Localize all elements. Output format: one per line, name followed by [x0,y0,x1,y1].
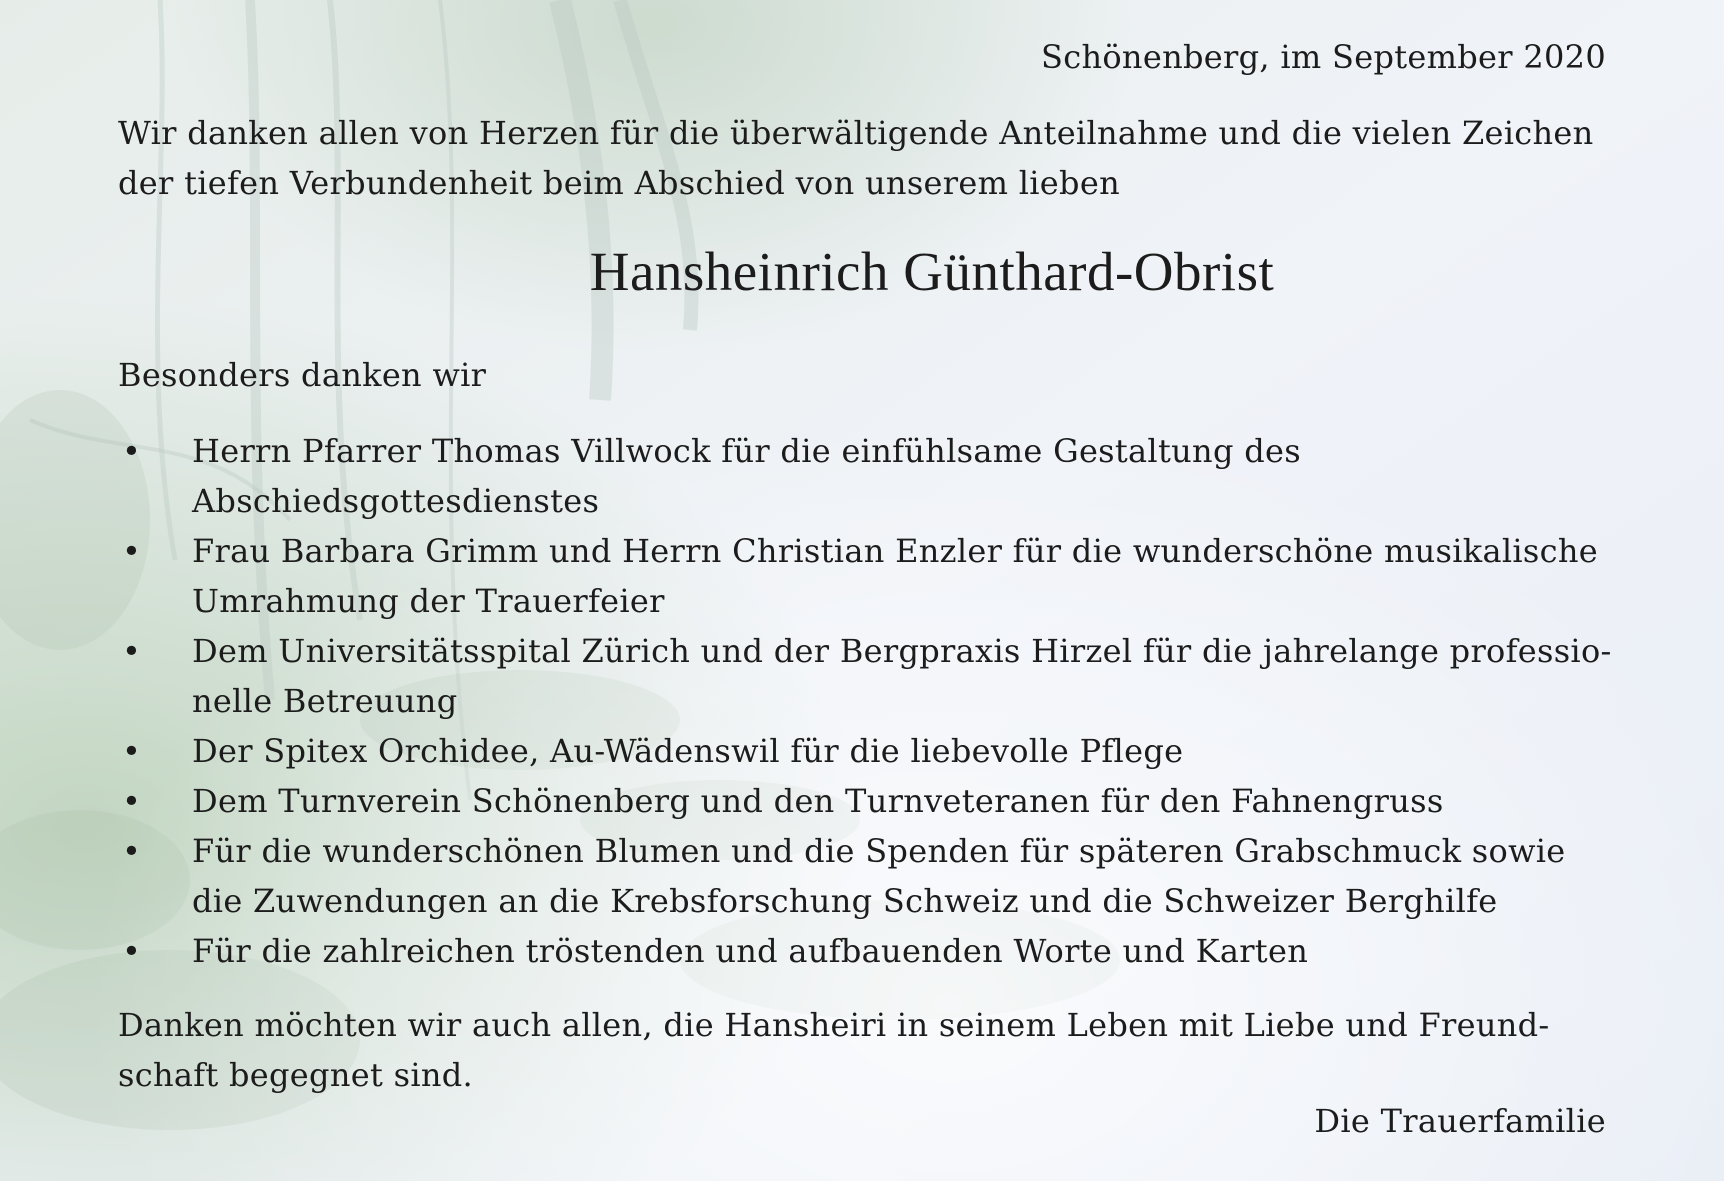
deceased-name: Hansheinrich Günthard-Obrist [589,241,1275,302]
list-item-line: Abschiedsgottesdienstes [192,482,600,520]
list-item-line: Dem Turnverein Schönenberg und den Turnveteranen für den Fahnengruss [192,782,1444,820]
closing-paragraph [118,1000,1618,1100]
intro-paragraph [118,108,1618,208]
list-item-line: Dem Universitätsspital Zürich und der Bergpraxis Hirzel für die jahrelange professio- [192,632,1612,670]
intro-line: Wir danken allen von Herzen für die überwältigende Anteilnahme und die vielen Zeichen [118,114,1594,152]
list-item-line: Für die zahlreichen tröstenden und aufbauenden Worte und Karten [192,932,1309,970]
bullet-icon: • [122,932,142,970]
bullet-icon: • [122,782,142,820]
list-item [118,526,1618,626]
list-item [118,626,1618,726]
closing-line: schaft begegnet sind. [118,1056,474,1094]
list-item [118,826,1618,926]
thanks-list [118,426,1618,976]
list-item-line: Herrn Pfarrer Thomas Villwock für die einfühlsame Gestaltung des [192,432,1301,470]
list-item-line: Umrahmung der Trauerfeier [192,582,665,620]
closing-line: Danken möchten wir auch allen, die Hansheiri in seinem Leben mit Liebe und Freund- [118,1006,1550,1044]
bullet-icon: • [122,632,142,670]
bullet-icon: • [122,832,142,870]
bullet-icon: • [122,432,142,470]
bullet-icon: • [122,532,142,570]
place-and-date: Schönenberg, im September 2020 [1041,38,1606,76]
list-item-line: Für die wunderschönen Blumen und die Spenden für späteren Grabschmuck sowie [192,832,1566,870]
list-item [118,776,1618,826]
list-item-line: nelle Betreuung [192,682,458,720]
list-item-line: Frau Barbara Grimm und Herrn Christian Enzler für die wunderschöne musikalische [192,532,1599,570]
thanks-lead: Besonders danken wir [118,356,487,394]
intro-line: der tiefen Verbundenheit beim Abschied von unserem lieben [118,164,1120,202]
list-item-line: die Zuwendungen an die Krebsforschung Schweiz und die Schweizer Berghilfe [192,882,1498,920]
bullet-icon: • [122,732,142,770]
list-item-line: Der Spitex Orchidee, Au-Wädenswil für die liebevolle Pflege [192,732,1184,770]
list-item [118,726,1618,776]
signature: Die Trauerfamilie [1314,1102,1606,1140]
list-item [118,926,1618,976]
list-item [118,426,1618,526]
